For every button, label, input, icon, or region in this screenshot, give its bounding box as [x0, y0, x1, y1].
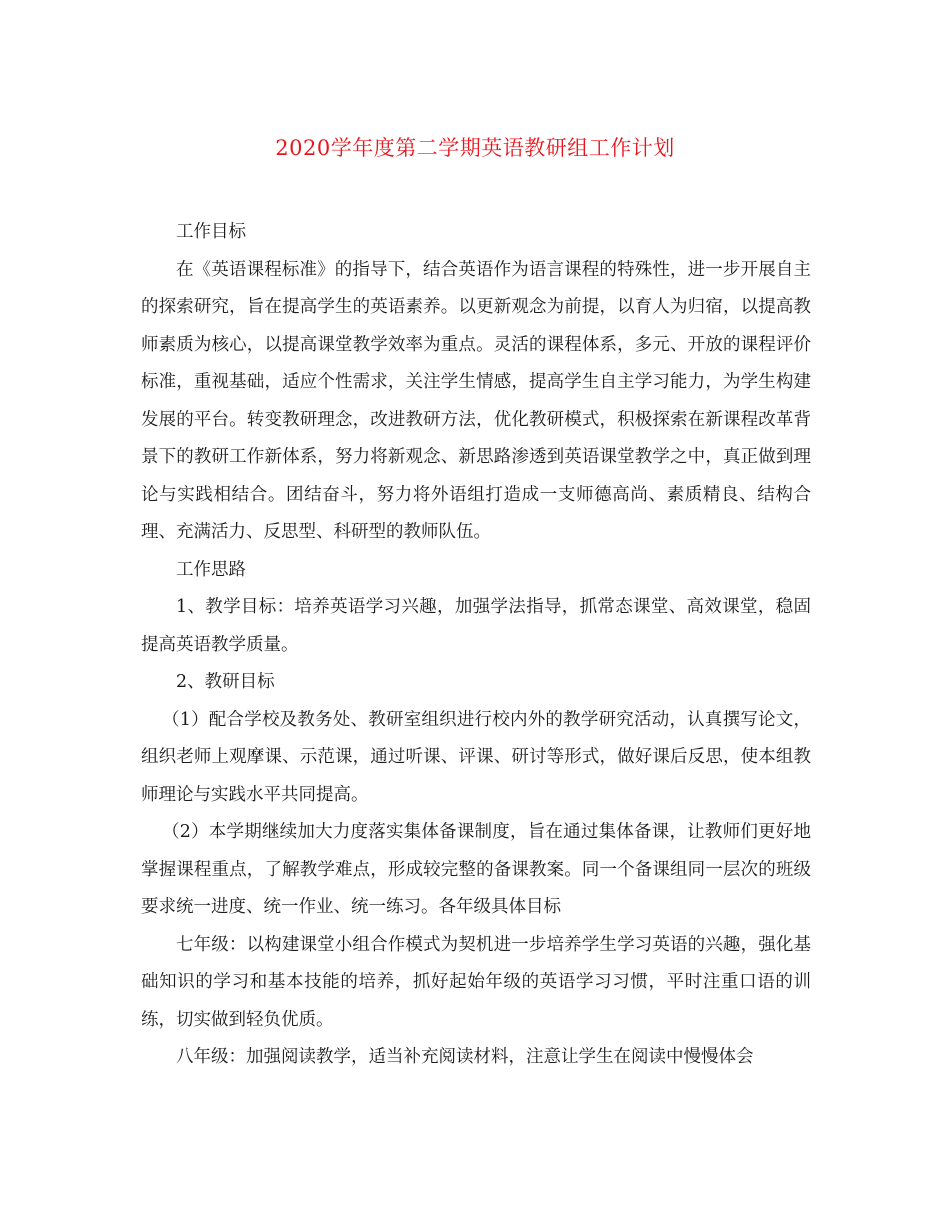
heading-work-approach: 工作思路: [176, 559, 246, 580]
paragraph-work-goals: 在《英语课程标准》的指导下，结合英语作为语言课程的特殊性，进一步开展自主的探索研究，旨在提高学生的英语素养。以更新观念为前提，以育人为归宿，以提高教师素质为核心，以提高课堂教学效率为重点。灵活的课程体系，多元、开放的课程评价标准，重视基础，适应个性需求，关注学生情感，提高学生自主学习能力，为学生构建发展的平台。转变教研理念，改进教研方法，优化教研模式，积极探索在新课程改革背景下的教研工作新体系，努力将新观念、新思路渗透到英语课堂教学之中，真正做到理论与实践相结合。团结奋斗，努力将外语组打造成一支师德高尚、素质精良、结构合理、充满活力、反思型、科研型的教师队伍。: [141, 259, 811, 542]
paragraph-grade-8: 八年级：加强阅读教学，适当补充阅读材料，注意让学生在阅读中慢慢体会: [176, 1047, 754, 1067]
document-title: 2020学年度第二学期英语教研组工作计划: [275, 136, 675, 160]
heading-research-goals: 2、教研目标: [176, 672, 275, 692]
paragraph-research-goal-1: （1）配合学校及教务处、教研室组织进行校内外的教学研究活动，认真撰写论文，组织老师上观摩课、示范课，通过听课、评课、研讨等形式，做好课后反思，使本组教师理论与实践水平共同提高。: [141, 709, 811, 805]
paragraph-teaching-goals: 1、教学目标：培养英语学习兴趣，加强学法指导，抓常态课堂、高效课堂，稳固提高英语教学质量。: [141, 597, 811, 655]
document-body: [141, 214, 811, 1077]
paragraph-research-goal-2: （2）本学期继续加大力度落实集体备课制度，旨在通过集体备课，让教师们更好地掌握课程重点，了解教学难点，形成较完整的备课教案。同一个备课组同一层次的班级要求统一进度、统一作业、统一练习。各年级具体目标: [141, 822, 811, 917]
heading-work-goals: 工作目标: [176, 222, 246, 242]
paragraph-grade-7: 七年级：以构建课堂小组合作模式为契机进一步培养学生学习英语的兴趣，强化基础知识的学习和基本技能的培养，抓好起始年级的英语学习习惯，平时注重口语的训练，切实做到轻负优质。: [141, 934, 811, 1030]
